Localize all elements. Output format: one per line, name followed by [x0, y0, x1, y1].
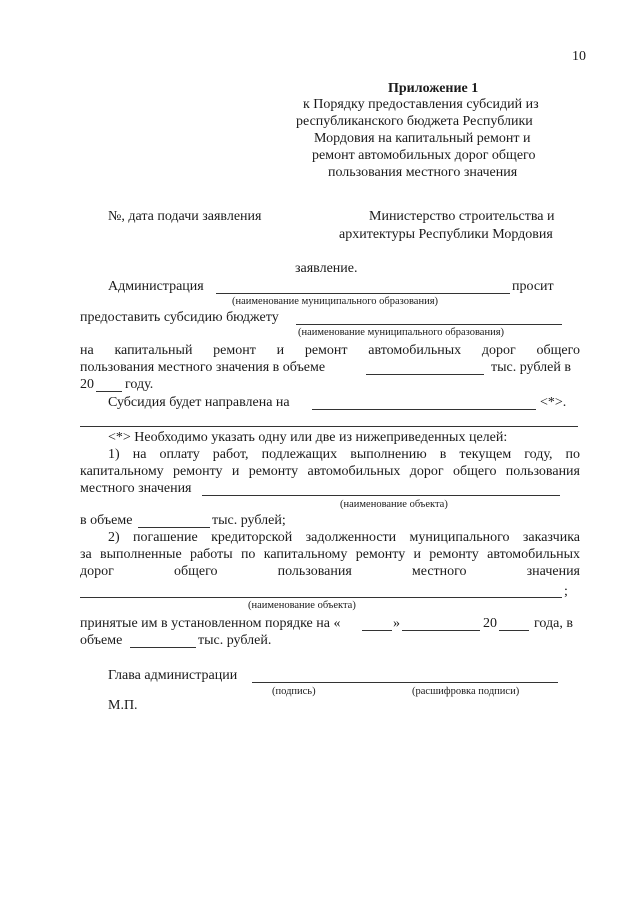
subsidy-purpose-field[interactable] — [312, 409, 536, 410]
appendix-line-5: пользования местного значения — [328, 165, 518, 180]
volume-field[interactable] — [366, 374, 484, 375]
appendix-title: Приложение 1 — [388, 81, 479, 96]
year-suffix: году. — [125, 377, 154, 392]
object-name-field-2[interactable] — [80, 597, 562, 598]
signature-field[interactable] — [252, 682, 558, 683]
recipient-line-2: архитектуры Республики Мордовия — [339, 227, 553, 242]
accepted-suffix: года, в — [534, 616, 573, 631]
signature-hint: (подпись) — [272, 686, 316, 697]
volume2-suffix: тыс. рублей. — [198, 633, 272, 648]
footnote-item1-line3: местного значения — [80, 481, 192, 496]
accepted-prefix: принятые им в установленном порядке на « — [80, 616, 341, 631]
year-field[interactable] — [96, 391, 122, 392]
object-hint-2: (наименование объекта) — [248, 600, 356, 611]
volume-prefix: в объеме — [80, 513, 133, 528]
appendix-line-3: Мордовия на капитальный ремонт и — [314, 131, 531, 146]
footnote-intro: <*> Необходимо указать одну или две из нижеприведенных целей: — [108, 430, 508, 445]
volume2-prefix: объеме — [80, 633, 123, 648]
month-field[interactable] — [402, 630, 480, 631]
year-prefix: 20 — [80, 377, 94, 392]
footnote-separator — [80, 426, 578, 427]
asks-label: просит — [512, 279, 554, 294]
recipient-line-1: Министерство строительства и — [369, 209, 555, 224]
footnote-item1-line2: капитальному ремонту и ремонту автомобильных дорог общего пользования — [80, 464, 580, 479]
subsidy-directed-label: Субсидия будет направлена на — [108, 395, 290, 410]
seal-label: М.П. — [108, 698, 138, 713]
footnote-ref: <*>. — [540, 395, 567, 410]
day-field[interactable] — [362, 630, 392, 631]
object-name-field[interactable] — [202, 495, 560, 496]
document-title: заявление. — [295, 261, 358, 276]
volume-field-3[interactable] — [130, 647, 196, 648]
footnote-item2-line2: за выполненные работы по капитальному ремонту и ремонту автомобильных — [80, 547, 580, 562]
provide-subsidy-label: предоставить субсидию бюджету — [80, 310, 279, 325]
head-of-administration-label: Глава администрации — [108, 668, 238, 683]
appendix-line-4: ремонт автомобильных дорог общего — [312, 148, 536, 163]
decoding-hint: (расшифровка подписи) — [412, 686, 520, 697]
volume-field-2[interactable] — [138, 527, 210, 528]
appendix-line-1: к Порядку предоставления субсидий из — [303, 97, 539, 112]
object-hint: (наименование объекта) — [340, 499, 448, 510]
page-number: 10 — [572, 49, 586, 64]
municipality-hint-2: (наименование муниципального образования) — [298, 327, 505, 338]
footnote-item2-line3: дорог общего пользования местного значения — [80, 564, 580, 579]
administration-field[interactable] — [216, 293, 510, 294]
year-field-2[interactable] — [499, 630, 529, 631]
footnote-item1-line1: 1) на оплату работ, подлежащих выполнению в текущем году, по — [108, 447, 580, 462]
accepted-year-prefix: 20 — [483, 616, 497, 631]
semicolon: ; — [564, 584, 568, 599]
municipality-budget-field[interactable] — [296, 324, 562, 325]
municipality-hint: (наименование муниципального образования) — [232, 296, 439, 307]
submission-number-date: №, дата подачи заявления — [108, 209, 262, 224]
capital-repair-line: на капитальный ремонт и ремонт автомобильных дорог общего — [80, 343, 580, 358]
local-use-prefix: пользования местного значения в объеме — [80, 360, 326, 375]
local-use-suffix: тыс. рублей в — [491, 360, 571, 375]
administration-label: Администрация — [108, 279, 204, 294]
footnote-item2-line1: 2) погашение кредиторской задолженности муниципального заказчика — [108, 530, 580, 545]
accepted-mid: » — [393, 616, 400, 631]
appendix-line-2: республиканского бюджета Республики — [296, 114, 533, 129]
volume-suffix: тыс. рублей; — [212, 513, 286, 528]
